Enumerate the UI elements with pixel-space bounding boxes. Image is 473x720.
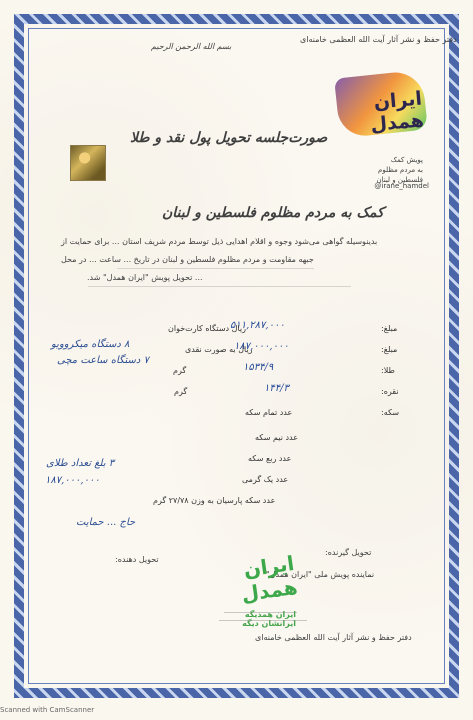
item-2-suffix: ریال به صورت نقدی bbox=[185, 345, 253, 354]
delivered-to-label: تحویل گیرنده: bbox=[325, 548, 372, 557]
intro-underline-1 bbox=[117, 268, 314, 269]
stamp-subtitle: ایران همدیگه ایرانشان‌ دیگه bbox=[242, 610, 296, 628]
logo-title: ایران همدل bbox=[369, 87, 425, 136]
coin-row-2: عدد ربع سکه bbox=[248, 454, 292, 463]
photo-badge bbox=[70, 145, 106, 181]
item-5-value: عدد تمام سکه bbox=[245, 408, 293, 417]
logo-subtitle-line-1: پویش کمک bbox=[390, 156, 423, 164]
side-note-5: حاج ... حمایت bbox=[76, 517, 136, 528]
stamp-baseline-2 bbox=[219, 620, 307, 621]
intro-underline-2 bbox=[88, 286, 351, 287]
side-note-3: ۳ بلغ تعداد طلای bbox=[46, 458, 115, 469]
intro-line-2: جبهه مقاومت و مردم مظلوم فلسطین و لبنان در تاریخ ... ساعت ... در محل bbox=[61, 255, 314, 264]
logo-subtitle-line-3: فلسطین و لبنان bbox=[376, 176, 423, 184]
logo-subtitle-line-2: به مردم مظلوم bbox=[378, 166, 423, 174]
intro-line-3: ... تحویل پویش "ایران همدل" شد. bbox=[87, 273, 203, 282]
item-1-value: ۵۱۱,۲۸۷,۰۰۰ bbox=[230, 320, 285, 331]
coin-row-1: عدد نیم سکه bbox=[255, 433, 298, 442]
coin-row-3: عدد یک گرمی bbox=[242, 475, 289, 484]
item-1-label: مبلغ: bbox=[381, 324, 398, 333]
handle-text: @irane_hamdel bbox=[374, 182, 429, 190]
stamp-baseline-1 bbox=[224, 612, 297, 613]
item-1-suffix: ریال دستگاه کارت‌خوان bbox=[168, 324, 246, 333]
item-4-suffix: گرم bbox=[174, 387, 188, 396]
item-3-label: طلا: bbox=[381, 366, 395, 375]
item-4-value: ۱۴۴/۳ bbox=[264, 383, 289, 394]
header-top-right-text: دفتر حفظ و نشر آثار آیت الله العظمی خامنه‌ای bbox=[300, 35, 457, 44]
item-3-value: ۱۵۳۴/۹ bbox=[243, 362, 274, 373]
item-2-label: مبلغ: bbox=[381, 345, 398, 354]
item-5-label: سکه: bbox=[381, 408, 400, 417]
document-title-line-2: کمک به مردم مظلوم فلسطین و لبنان bbox=[162, 205, 384, 221]
side-note-4: ۱۸۷,۰۰۰,۰۰۰ bbox=[45, 475, 100, 486]
item-2-value: ۱۸۷,۰۰۰,۰۰۰ bbox=[234, 341, 289, 352]
coin-row-4: عدد سکه پارسیان به وزن ۲۷/۷۸ گرم bbox=[153, 496, 276, 505]
scanner-watermark: Scanned with CamScanner bbox=[0, 706, 95, 714]
header-basmala: بسم الله الرحمن الرحیم bbox=[151, 42, 232, 51]
side-note-1: ۸ دستگاه میکروویو bbox=[51, 339, 130, 350]
document-title-line-1: صورت‌جلسه تحویل پول نقد و طلا bbox=[130, 130, 328, 146]
representative-label: نماینده پویش ملی "ایران همدل" bbox=[266, 570, 375, 579]
delivered-by-label: تحویل دهنده: bbox=[115, 555, 159, 564]
office-label: دفتر حفظ و نشر آثار آیت الله العظمی خامنه‌ای bbox=[255, 633, 412, 642]
item-4-label: نقره: bbox=[381, 387, 399, 396]
side-note-2: ۷ دستگاه ساعت مچی bbox=[57, 355, 149, 366]
brand-logo bbox=[317, 64, 433, 184]
official-stamp bbox=[200, 550, 299, 640]
stamp-title: ایران همدل bbox=[239, 550, 299, 607]
intro-line-1: بدینوسیله گواهی می‌شود وجوه و اقلام اهدایی ذیل توسط مردم شریف استان ... برای حمایت از bbox=[61, 237, 378, 246]
item-3-suffix: گرم bbox=[173, 366, 187, 375]
